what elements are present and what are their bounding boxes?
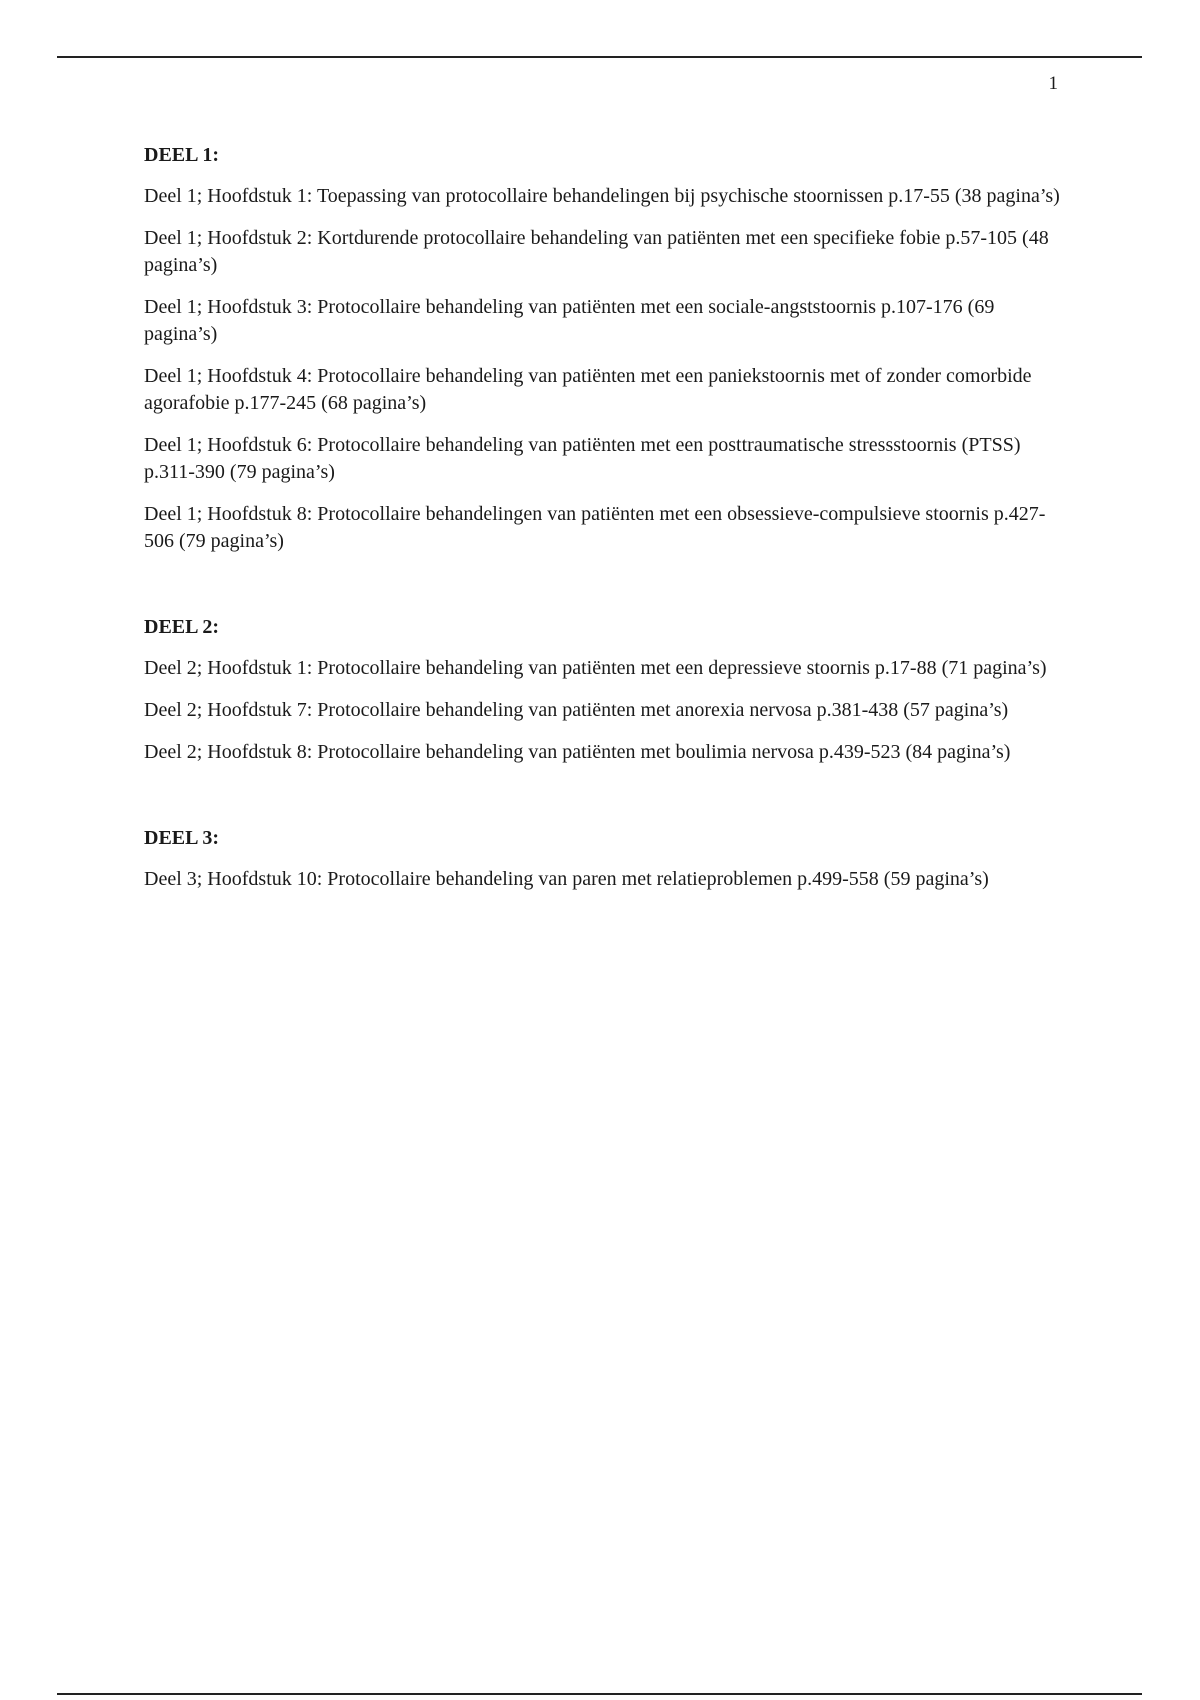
document-body <box>144 142 1064 893</box>
chapter-entry: Deel 2; Hoofdstuk 7: Protocollaire behandeling van patiënten met anorexia nervosa p.381-438 (57 pagina’s) <box>144 699 1009 721</box>
chapter-entry: Deel 1; Hoofdstuk 3: Protocollaire behandeling van patiënten met een sociale-angststoornis p.107-176 (69 pagina’s) <box>144 296 995 345</box>
header-rule <box>57 56 1142 58</box>
chapter-entry: Deel 1; Hoofdstuk 2: Kortdurende protocollaire behandeling van patiënten met een specifieke fobie p.57-105 (48 pagina’s) <box>144 227 1049 276</box>
chapter-entry: Deel 1; Hoofdstuk 8: Protocollaire behandelingen van patiënten met een obsessieve-compulsieve stoornis p.427-506 (79 pagina’s) <box>144 503 1046 552</box>
section-deel-1 <box>144 142 1064 555</box>
chapter-entry: Deel 2; Hoofdstuk 1: Protocollaire behandeling van patiënten met een depressieve stoornis p.17-88 (71 pagina’s) <box>144 657 1047 679</box>
footer-rule <box>57 1693 1142 1695</box>
section-deel-2 <box>144 614 1064 766</box>
section-heading: DEEL 2: <box>144 616 220 638</box>
section-deel-3 <box>144 825 1064 893</box>
page-number: 1 <box>1048 73 1058 94</box>
chapter-entry: Deel 3; Hoofdstuk 10: Protocollaire behandeling van paren met relatieproblemen p.499-558 (59 pagina’s) <box>144 868 989 890</box>
section-heading: DEEL 1: <box>144 144 220 166</box>
chapter-entry: Deel 1; Hoofdstuk 4: Protocollaire behandeling van patiënten met een paniekstoornis met of zonder comorbide agorafobie p.177-245 (68 pagina’s) <box>144 365 1032 414</box>
section-heading: DEEL 3: <box>144 827 220 849</box>
chapter-entry: Deel 1; Hoofdstuk 1: Toepassing van protocollaire behandelingen bij psychische stoornissen p.17-55 (38 pagina’s) <box>144 185 1060 207</box>
chapter-entry: Deel 2; Hoofdstuk 8: Protocollaire behandeling van patiënten met boulimia nervosa p.439-523 (84 pagina’s) <box>144 741 1011 763</box>
chapter-entry: Deel 1; Hoofdstuk 6: Protocollaire behandeling van patiënten met een posttraumatische stressstoornis (PTSS) p.311-390 (79 pagina’s) <box>144 434 1021 483</box>
